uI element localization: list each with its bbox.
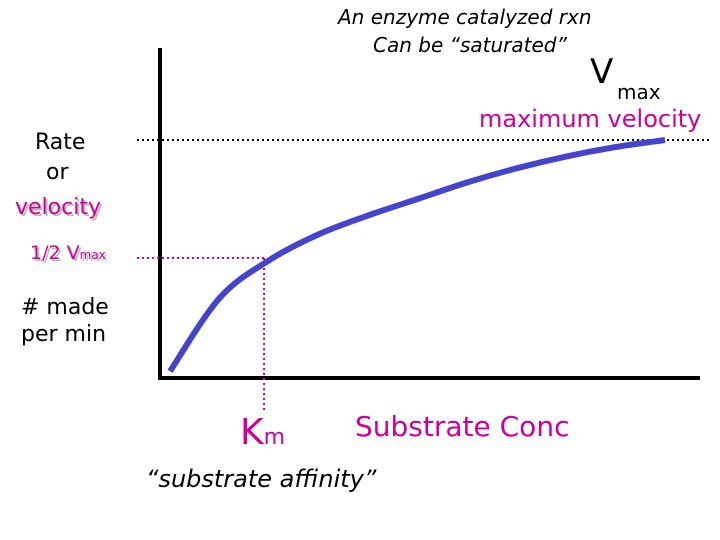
half-vmax-label [30,242,106,264]
km-note: “substrate affinity” [146,465,377,493]
vmax-note: maximum velocity [479,105,702,133]
vmax-subscript: max [617,80,661,104]
vmax-label: V [590,52,614,92]
series-line-0 [170,140,665,371]
half-vmax-subscript: max [79,248,106,262]
km-text: K [240,412,264,453]
km-label [240,412,285,453]
chart-title-line-1: An enzyme catalyzed rxn [338,5,592,29]
y-axis-label-or: or [46,160,69,185]
y-axis-extra-label-line-2: per min [21,322,107,347]
km-subscript: m [263,425,286,450]
half-vmax-text: 1/2 V [30,242,80,264]
y-axis-label-velocity: velocity [15,195,101,220]
x-axis-label: Substrate Conc [355,410,570,443]
y-axis-extra-label-line-1: # made [21,295,109,320]
chart-title-line-2: Can be “saturated” [373,33,567,57]
y-axis-label-rate: Rate [35,130,86,155]
